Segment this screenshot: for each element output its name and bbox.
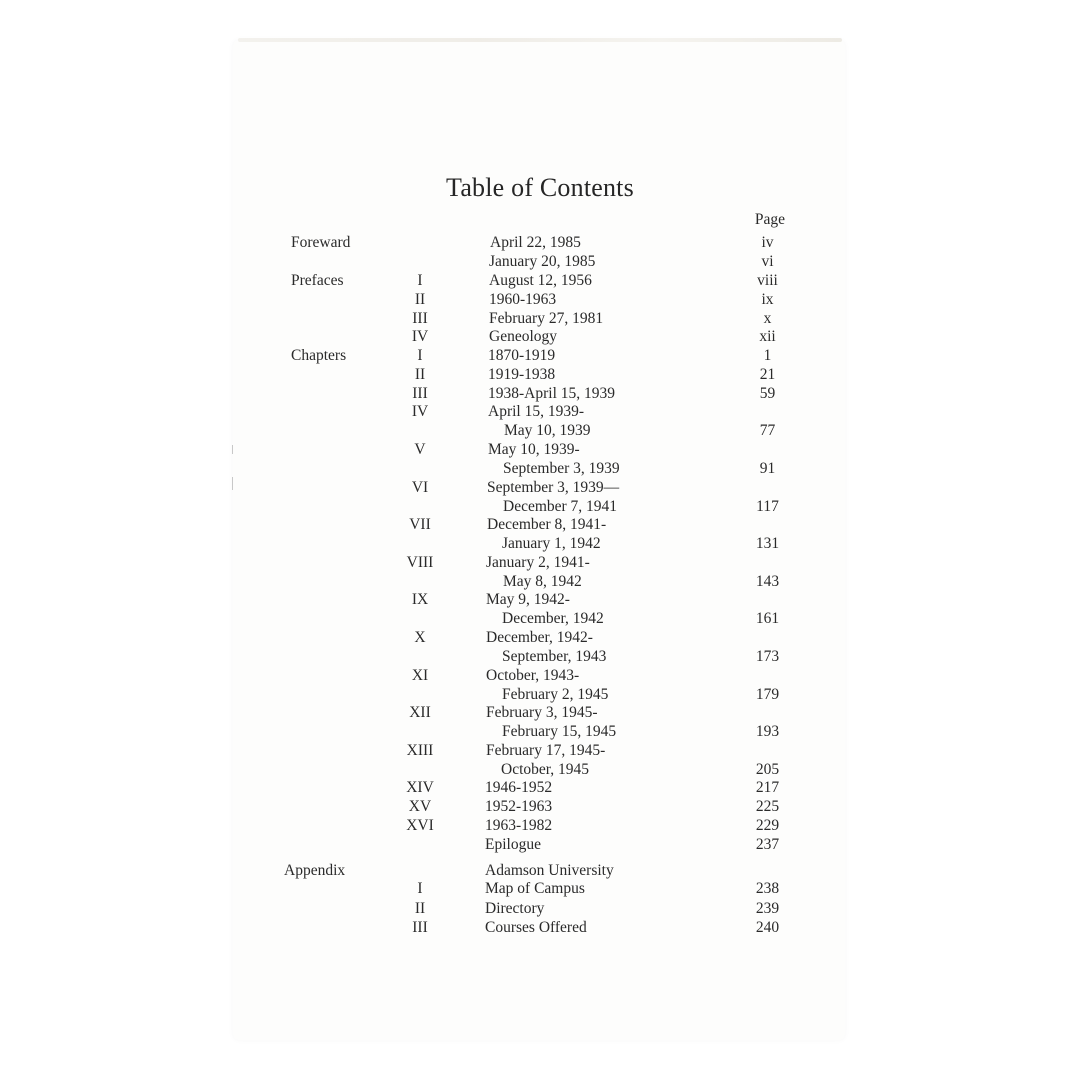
page-column-header: Page [754, 211, 786, 228]
entry-title: May 10, 1939- [488, 441, 580, 458]
entry-title-continued: January 1, 1942 [502, 535, 601, 553]
entry-title: 1946-1952 [485, 779, 553, 797]
entry-title-continued: September 3, 1939 [503, 460, 620, 477]
entry-title: February 3, 1945- [486, 704, 598, 722]
toc-entry [0, 327, 1080, 346]
entry-page-number: xii [759, 328, 776, 346]
entry-number: VII [409, 516, 431, 534]
entry-title-continued: May 10, 1939 [504, 422, 591, 440]
entry-title: February 27, 1981 [489, 309, 604, 327]
entry-number: II [414, 899, 426, 917]
entry-title: December, 1942- [486, 629, 593, 646]
toc-entry [0, 252, 1080, 271]
entry-title-continued: December, 1942 [502, 610, 604, 628]
entry-page-number: 217 [755, 779, 780, 797]
entry-title: August 12, 1956 [489, 272, 592, 289]
entry-page-number: 205 [755, 760, 780, 778]
entry-title: December 8, 1941- [487, 516, 607, 534]
entry-page-number: 237 [755, 835, 780, 853]
entry-page-number: 117 [756, 497, 779, 515]
toc-entry [0, 440, 1080, 477]
entry-title: 1963-1982 [485, 817, 553, 834]
entry-title: 1938-April 15, 1939 [488, 384, 616, 402]
entry-page-number: 240 [755, 919, 780, 936]
entry-page-number: x [763, 309, 772, 327]
entry-number: IX [411, 591, 429, 609]
toc-entry [0, 899, 1080, 918]
entry-page-number: iv [761, 234, 774, 251]
entry-number: IV [411, 403, 429, 421]
toc-entry [0, 666, 1080, 703]
entry-page-number: 173 [755, 648, 780, 665]
toc-entry [0, 918, 1080, 937]
entry-number: VIII [406, 553, 434, 571]
entry-number: II [414, 365, 426, 383]
entry-title-continued: February 15, 1945 [502, 723, 617, 741]
entry-title-continued: May 8, 1942 [503, 572, 582, 590]
entry-number: III [412, 919, 428, 936]
toc-entry [0, 346, 1080, 365]
entry-title: February 17, 1945- [486, 741, 606, 759]
entry-page-number: 91 [759, 460, 776, 477]
toc-entry [0, 835, 1080, 854]
entry-title: Courses Offered [485, 919, 587, 936]
toc-entry [0, 402, 1080, 440]
section-label: Appendix [284, 862, 346, 879]
entry-title: April 15, 1939- [488, 403, 585, 421]
entry-title: April 22, 1985 [490, 234, 581, 251]
entry-title: Epilogue [485, 835, 541, 853]
toc-entry [0, 271, 1080, 290]
toc-entry [0, 703, 1080, 741]
entry-page-number: 1 [763, 347, 772, 364]
entry-page-number: ix [761, 290, 774, 308]
entry-page-number: vi [761, 252, 774, 270]
entry-number: XVI [406, 817, 434, 834]
entry-title: January 20, 1985 [489, 252, 596, 270]
toc-entry [0, 741, 1080, 778]
entry-title: October, 1943- [486, 666, 580, 684]
entry-number: III [412, 309, 428, 327]
entry-page-number: 59 [759, 384, 776, 402]
toc-entry [0, 778, 1080, 797]
toc-entry [0, 879, 1080, 898]
toc-entry [0, 290, 1080, 309]
entry-title-continued: December 7, 1941 [503, 497, 618, 515]
entry-page-number: 239 [755, 899, 780, 917]
entry-number: XIII [406, 741, 434, 759]
section-label: Chapters [291, 347, 347, 364]
toc-entry [0, 365, 1080, 384]
entry-title: 1960-1963 [489, 290, 557, 308]
entry-page-number: 193 [755, 723, 780, 741]
entry-page-number: viii [757, 272, 778, 289]
entry-title: 1919-1938 [488, 365, 556, 383]
entry-number: V [414, 441, 426, 458]
entry-title: Map of Campus [485, 880, 585, 897]
entry-number: III [412, 384, 428, 402]
entry-number: I [417, 272, 423, 289]
section-label: Foreward [291, 234, 351, 251]
toc-entry [0, 478, 1080, 515]
entry-page-number: 238 [755, 880, 780, 897]
toc-entry [0, 590, 1080, 628]
entry-number: XIV [406, 779, 434, 797]
entry-title: 1870-1919 [488, 347, 556, 364]
toc-entry [0, 309, 1080, 328]
toc-entry [0, 797, 1080, 816]
page-title: Table of Contents [446, 173, 634, 202]
entry-page-number: 131 [755, 535, 780, 553]
appendix-heading-row [0, 861, 1080, 880]
toc-entry [0, 816, 1080, 835]
entry-title: Directory [485, 899, 545, 917]
entry-page-number: 179 [755, 685, 780, 703]
entry-title-continued: October, 1945 [501, 760, 590, 778]
entry-title: 1952-1963 [485, 798, 553, 816]
entry-number: XI [411, 666, 429, 684]
entry-number: X [414, 629, 426, 646]
entry-page-number: 143 [755, 572, 780, 590]
toc-entry [0, 515, 1080, 553]
entry-number: VI [411, 478, 429, 496]
toc-entry [0, 553, 1080, 590]
entry-title: Geneology [489, 328, 558, 346]
entry-number: IV [411, 328, 429, 346]
toc-entry [0, 628, 1080, 665]
entry-title: September 3, 1939— [487, 478, 620, 496]
toc-entry [0, 384, 1080, 403]
entry-page-number: 77 [759, 422, 776, 440]
section-label: Prefaces [291, 272, 344, 289]
entry-title-continued: September, 1943 [502, 648, 607, 665]
entry-page-number: 161 [755, 610, 780, 628]
entry-number: XV [408, 798, 432, 816]
entry-number: XII [409, 704, 431, 722]
entry-number: II [414, 290, 426, 308]
entry-title: May 9, 1942- [486, 591, 570, 609]
entry-title: Adamson University [485, 862, 614, 879]
entry-page-number: 229 [755, 817, 780, 834]
entry-number: I [417, 347, 423, 364]
entry-page-number: 21 [759, 365, 776, 383]
entry-number: I [417, 880, 423, 897]
entry-page-number: 225 [755, 798, 780, 816]
toc-entry [0, 233, 1080, 252]
entry-title-continued: February 2, 1945 [502, 685, 609, 703]
entry-title: January 2, 1941- [486, 553, 590, 571]
